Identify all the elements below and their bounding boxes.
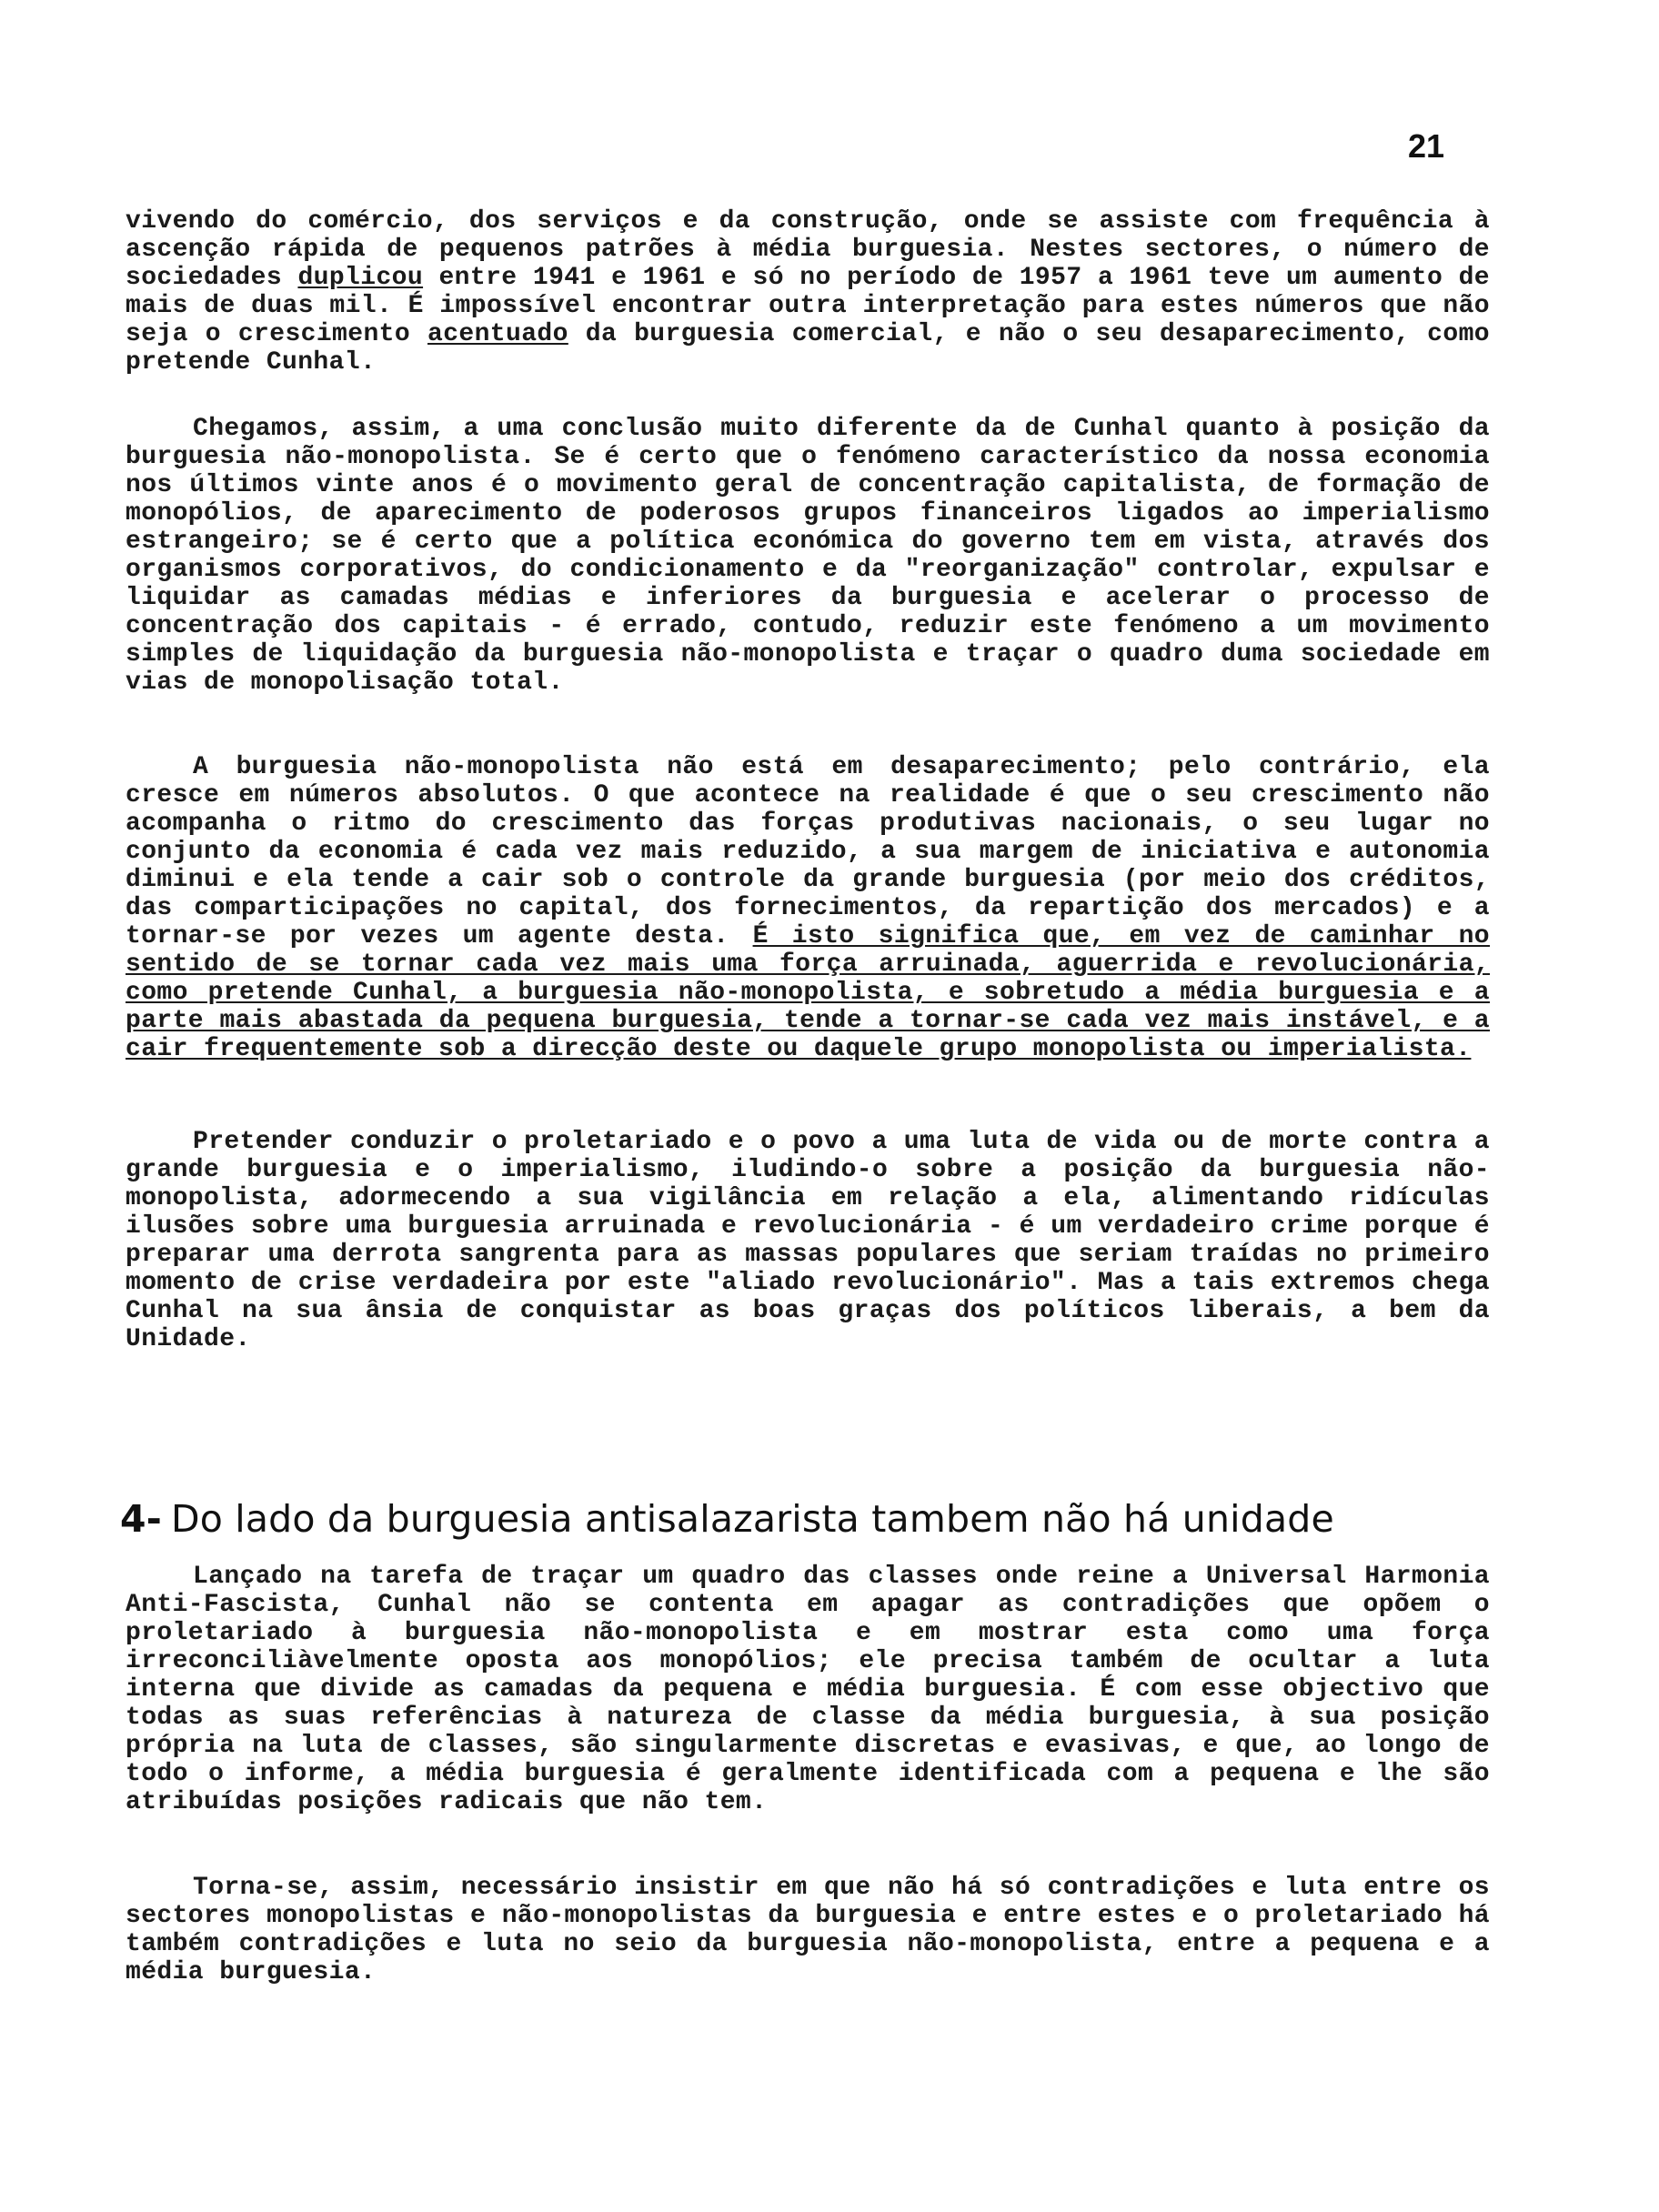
paragraph-2 [126, 415, 1490, 697]
paragraph-1-part-a: vivendo do comércio, dos serviços e da construção, onde se assiste com frequência à ascenção rápida de pequenos patrões à média burguesia. Nestes sectores, o número de sociedades [126, 207, 1490, 292]
section-title: Do lado da burguesia antisalazarista tambem não há unidade [170, 1497, 1334, 1541]
paragraph-1-part-b: entre 1941 e 1961 e só no período de 1957 a 1961 teve um aumento de mais de duas mil. É impossível encontrar outra interpretação para estes números que não seja o crescimento [126, 264, 1490, 348]
paragraph-2-text: Chegamos, assim, a uma conclusão muito diferente da de Cunhal quanto à posição da burguesia não-monopolista. Se é certo que o fenómeno característico da nossa economia nos últimos vinte anos é o movimento geral de concentração capitalista, de formação de monopólios, de aparecimento de poderosos grupos financeiros ligados ao imperialismo estrangeiro; se é certo que a política económica do governo tem em vista, através dos organismos corporativos, do condicionamento e da "reorganização" controlar, expulsar e liquidar as camadas médias e inferiores da burguesia e acelerar o processo de concentração dos capitais - é errado, contudo, reduzir este fenómeno a um movimento simples de liquidação da burguesia não-monopolista e traçar o quadro duma sociedade em vias de monopolisação total. [126, 415, 1490, 697]
paragraph-5-text: Lançado na tarefa de traçar um quadro das classes onde reine a Universal Harmonia Anti-Fascista, Cunhal não se contenta em apagar as contradições que opõem o proletariado à burguesia não-monopolista e em mostrar esta como uma força irreconciliàvelmente oposta aos monopólios; ele precisa também de ocultar a luta interna que divide as camadas da pequena e média burguesia. É com esse objectivo que todas as suas referências à natureza de classe da média burguesia, à sua posição própria na luta de classes, são singularmente discretas e evasivas, e que, ao longo de todo o informe, a média burguesia é geralmente identificada com a pequena e lhe são atribuídas posições radicais que não tem. [126, 1563, 1490, 1816]
page-number: 21 [1408, 127, 1445, 165]
paragraph-5 [126, 1563, 1490, 1816]
paragraph-6-text: Torna-se, assim, necessário insistir em que não há só contradições e luta entre os sectores monopolistas e não-monopolistas da burguesia e entre estes e o proletariado há também contradições e luta no seio da burguesia não-monopolista, entre a pequena e a média burguesia. [126, 1874, 1490, 1986]
paragraph-3-text: A burguesia não-monopolista não está em desaparecimento; pelo contrário, ela cresce em números absolutos. O que acontece na realidade é que o seu crescimento não acompanha o ritmo do crescimento das forças produtivas nacionais, o seu lugar no conjunto da economia é cada vez mais reduzido, a sua margem de iniciativa e autonomia diminui e ela tende a cair sob o controle da grande burguesia (por meio dos créditos, das comparticipações no capital, dos fornecimentos, da repartição dos mercados) e a tornar-se por vezes um agente desta. [126, 753, 1490, 950]
paragraph-6 [126, 1874, 1490, 1986]
underlined-word-acentuado: acentuado [427, 320, 568, 348]
underlined-word-duplicou: duplicou [297, 264, 424, 292]
paragraph-4 [126, 1128, 1490, 1353]
paragraph-1 [126, 207, 1490, 377]
section-number: 4- [120, 1497, 162, 1541]
paragraph-3 [126, 753, 1490, 1063]
paragraph-4-text: Pretender conduzir o proletariado e o povo a uma luta de vida ou de morte contra a grande burguesia e o imperialismo, iludindo-o sobre a posição da burguesia não-monopolista, adormecendo a sua vigilância em relação a ela, alimentando ridículas ilusões sobre uma burguesia arruinada e revolucionária - é um verdadeiro crime porque é preparar uma derrota sangrenta para as massas populares que seriam traídas no primeiro momento de crise verdadeira por este "aliado revolucionário". Mas a tais extremos chega Cunhal na sua ânsia de conquistar as boas graças dos políticos liberais, a bem da Unidade. [126, 1128, 1490, 1353]
paragraph-1-part-c: da burguesia comercial, e não o seu desaparecimento, como pretende Cunhal. [126, 320, 1490, 377]
section-heading [120, 1497, 1539, 1541]
underlined-passage: É isto significa que, em vez de caminhar no sentido de se tornar cada vez mais uma força arruinada, aguerrida e revolucionária, como pretende Cunhal, a burguesia não-monopolista, e sobretudo a média burguesia e a parte mais abastada da pequena burguesia, tende a tornar-se cada vez mais instável, e a cair frequentemente sob a direcção deste ou daquele grupo monopolista ou imperialista. [126, 922, 1491, 1063]
